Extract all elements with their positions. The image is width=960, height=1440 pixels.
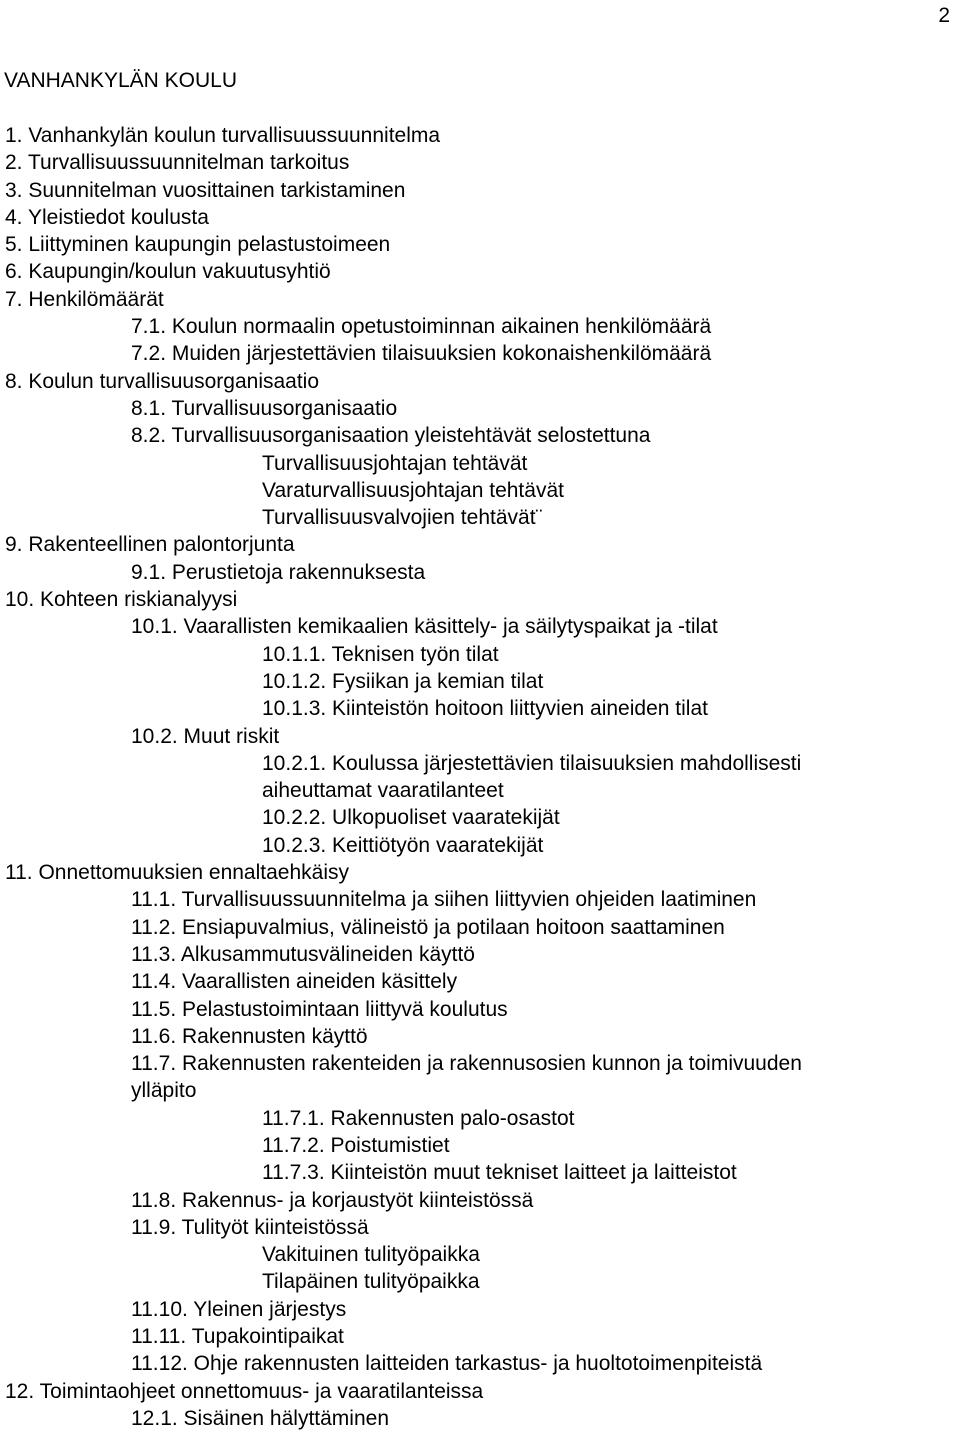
toc-item: Turvallisuusvalvojien tehtävät¨ xyxy=(262,506,543,530)
toc-item: 11.7. Rakennusten rakenteiden ja rakennusosien kunnon ja toimivuuden xyxy=(131,1052,802,1076)
toc-item: 12.1. Sisäinen hälyttäminen xyxy=(131,1406,389,1430)
toc-item: 10.2. Muut riskit xyxy=(131,724,280,748)
toc-item: 6. Kaupungin/koulun vakuutusyhtiö xyxy=(5,260,331,284)
toc-item: 8. Koulun turvallisuusorganisaatio xyxy=(5,369,320,393)
toc-item: Turvallisuusjohtajan tehtävät xyxy=(262,451,528,475)
toc-item: 10. Kohteen riskianalyysi xyxy=(5,588,238,612)
toc-item: 10.2.1. Koulussa järjestettävien tilaisuuksien mahdollisesti xyxy=(262,751,802,775)
toc-item: 11.4. Vaarallisten aineiden käsittely xyxy=(131,970,458,994)
table-of-contents xyxy=(0,122,960,1432)
toc-item: 5. Liittyminen kaupungin pelastustoimeen xyxy=(5,233,391,257)
toc-item: 11.7.1. Rakennusten palo-osastot xyxy=(262,1106,575,1130)
toc-item: 1. Vanhankylän koulun turvallisuussuunnitelma xyxy=(5,124,441,147)
toc-item: 11.10. Yleinen järjestys xyxy=(131,1297,347,1321)
toc-item: 11.11. Tupakointipaikat xyxy=(131,1325,344,1349)
toc-item: 4. Yleistiedot koulusta xyxy=(5,205,209,229)
toc-item: 11.8. Rakennus- ja korjaustyöt kiinteistössä xyxy=(131,1188,534,1212)
toc-item: 8.1. Turvallisuusorganisaatio xyxy=(131,396,398,420)
toc-item: 10.2.3. Keittiötyön vaaratekijät xyxy=(262,833,544,857)
toc-item: 11.6. Rakennusten käyttö xyxy=(131,1024,368,1048)
toc-item: 8.2. Turvallisuusorganisaation yleistehtävät selostettuna xyxy=(131,424,651,448)
toc-item: ylläpito xyxy=(131,1079,197,1103)
toc-item: 7.1. Koulun normaalin opetustoiminnan aikainen henkilömäärä xyxy=(131,315,712,339)
toc-item: 11.7.2. Poistumistiet xyxy=(262,1133,450,1157)
toc-item: aiheuttamat vaaratilanteet xyxy=(262,779,504,803)
toc-item: 9.1. Perustietoja rakennuksesta xyxy=(131,560,426,584)
toc-item: 11.5. Pelastustoimintaan liittyvä koulutus xyxy=(131,997,508,1021)
toc-item: 7. Henkilömäärät xyxy=(5,287,164,311)
toc-item: 11.2. Ensiapuvalmius, välineistö ja potilaan hoitoon saattaminen xyxy=(131,915,725,939)
toc-item: 10.1.1. Teknisen työn tilat xyxy=(262,642,499,666)
toc-item: 10.1. Vaarallisten kemikaalien käsittely- ja säilytyspaikat ja -tilat xyxy=(131,615,718,639)
toc-item: 10.1.2. Fysiikan ja kemian tilat xyxy=(262,669,544,693)
page-number: 2 xyxy=(938,4,950,27)
toc-item: 10.2.2. Ulkopuoliset vaaratekijät xyxy=(262,806,560,830)
toc-item: 11.9. Tulityöt kiinteistössä xyxy=(131,1215,369,1239)
toc-item: 11.7.3. Kiinteistön muut tekniset laitteet ja laitteistot xyxy=(262,1161,737,1185)
toc-item: 12. Toimintaohjeet onnettomuus- ja vaaratilanteissa xyxy=(5,1379,484,1403)
toc-item: 11. Onnettomuuksien ennaltaehkäisy xyxy=(5,861,349,885)
toc-item: 3. Suunnitelman vuosittainen tarkistaminen xyxy=(5,178,406,202)
toc-item: Vakituinen tulityöpaikka xyxy=(262,1243,480,1267)
toc-item: 2. Turvallisuussuunnitelman tarkoitus xyxy=(5,151,350,175)
toc-item: Varaturvallisuusjohtajan tehtävät xyxy=(262,478,564,502)
document-title: VANHANKYLÄN KOULU xyxy=(4,69,238,92)
toc-item: 9. Rakenteellinen palontorjunta xyxy=(5,533,295,557)
toc-item: 7.2. Muiden järjestettävien tilaisuuksien kokonaishenkilömäärä xyxy=(131,342,712,366)
toc-item: 11.3. Alkusammutusvälineiden käyttö xyxy=(131,942,475,966)
toc-item: Tilapäinen tulityöpaikka xyxy=(262,1270,480,1294)
toc-item: 11.12. Ohje rakennusten laitteiden tarkastus- ja huoltotoimenpiteistä xyxy=(131,1352,763,1376)
toc-item: 10.1.3. Kiinteistön hoitoon liittyvien aineiden tilat xyxy=(262,697,708,721)
toc-item: 11.1. Turvallisuussuunnitelma ja siihen liittyvien ohjeiden laatiminen xyxy=(131,888,757,912)
